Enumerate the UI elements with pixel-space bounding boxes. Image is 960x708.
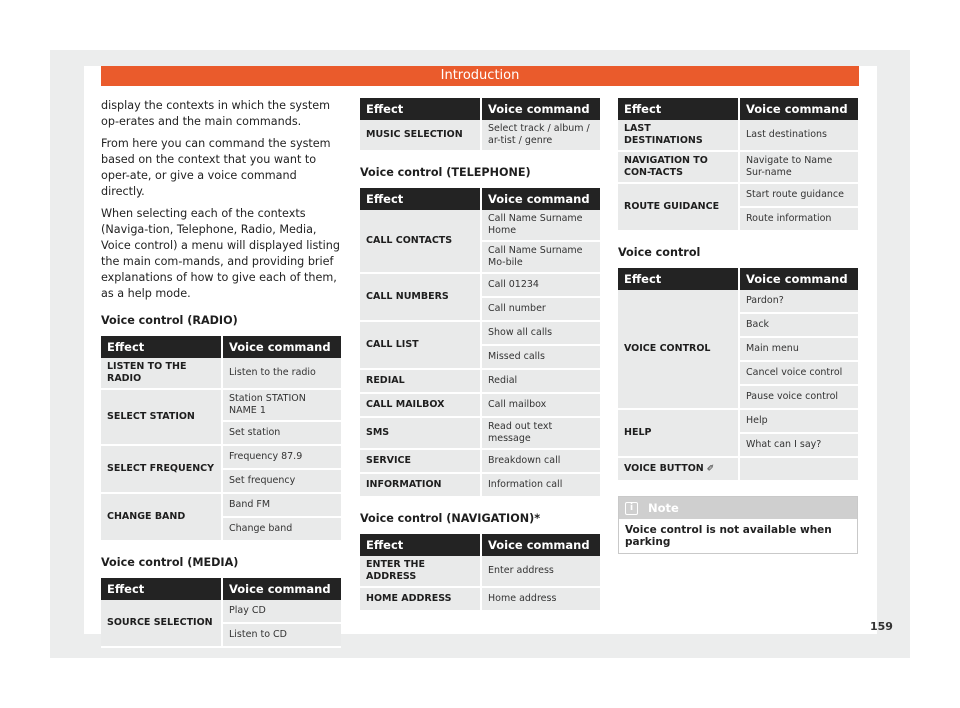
effect-cell [360, 321, 481, 369]
table-row [618, 120, 858, 151]
effect-cell [618, 151, 739, 183]
effect-cell [360, 369, 481, 393]
command-cell: Set frequency [222, 469, 341, 493]
command-table [618, 268, 858, 482]
effect-cell [618, 120, 739, 151]
table-row [360, 273, 600, 297]
column-middle [360, 98, 600, 626]
effect-label: REDIAL [366, 375, 405, 386]
command-table [618, 98, 858, 232]
effect-label: SOURCE SELECTION [107, 617, 213, 628]
table-navigation [360, 534, 600, 612]
header-voice-command: Voice command [481, 98, 600, 120]
effect-label: SELECT STATION [107, 411, 195, 422]
command-cell: Read out text message [481, 417, 600, 449]
info-icon: i [625, 502, 638, 515]
command-cell: Back [739, 313, 858, 337]
table-row [360, 473, 600, 497]
effect-cell [360, 587, 481, 611]
command-cell: Set station [222, 421, 341, 445]
table-row [360, 587, 600, 611]
effect-cell [618, 457, 739, 481]
effect-cell [360, 120, 481, 151]
effect-label: ENTER THE ADDRESS [366, 559, 425, 582]
command-cell: Pause voice control [739, 385, 858, 409]
effect-cell [360, 473, 481, 497]
effect-label: VOICE CONTROL [624, 343, 711, 354]
table-row [101, 445, 341, 469]
header-voice-command: Voice command [481, 188, 600, 210]
note-text: Voice control is not available when parking [625, 524, 832, 548]
effect-label: CALL NUMBERS [366, 291, 449, 302]
table-media [101, 578, 341, 648]
header-effect: Effect [101, 578, 222, 600]
effect-cell [618, 290, 739, 409]
table-row [360, 393, 600, 417]
header-effect: Effect [618, 98, 739, 120]
section-title-radio: Voice control (RADIO) [101, 314, 238, 327]
command-cell: Main menu [739, 337, 858, 361]
intro-paragraph: When selecting each of the contexts (Naviga-tion, Telephone, Radio, Media, Voice control) a menu will displayed listing the main com-mands, and providing brief explanations of how to give each of them, as a help mode. [101, 207, 340, 300]
effect-cell [360, 449, 481, 473]
effect-label: VOICE BUTTON [624, 463, 704, 474]
command-cell: Call 01234 [481, 273, 600, 297]
table-row [618, 183, 858, 207]
effect-label: LISTEN TO THE RADIO [107, 361, 187, 384]
effect-label: MUSIC SELECTION [366, 129, 463, 140]
intro-text [101, 98, 341, 302]
table-radio [101, 336, 341, 542]
header-voice-command: Voice command [222, 578, 341, 600]
effect-cell [360, 393, 481, 417]
header-voice-command: Voice command [739, 98, 858, 120]
command-cell [739, 457, 858, 481]
header-voice-command: Voice command [481, 534, 600, 556]
command-cell: Missed calls [481, 345, 600, 369]
header-voice-command: Voice command [222, 336, 341, 358]
table-row [101, 493, 341, 517]
header-effect: Effect [618, 268, 739, 290]
command-cell: Band FM [222, 493, 341, 517]
command-cell: Route information [739, 207, 858, 231]
table-voice-control [618, 268, 858, 482]
effect-label: INFORMATION [366, 479, 442, 490]
command-cell: Breakdown call [481, 449, 600, 473]
effect-label: HELP [624, 427, 652, 438]
effect-cell [101, 389, 222, 445]
command-cell: Listen to the radio [222, 358, 341, 389]
column-right [618, 98, 858, 554]
table-row [101, 358, 341, 389]
intro-paragraph: From here you can command the system based on the context that you want to oper-ate, or give a voice command directly. [101, 137, 331, 198]
table-row [618, 290, 858, 313]
table-navigation-continued [618, 98, 858, 232]
command-cell: Last destinations [739, 120, 858, 151]
header-effect: Effect [360, 98, 481, 120]
page-number: 159 [870, 620, 893, 633]
command-table [101, 336, 341, 542]
header-effect: Effect [360, 534, 481, 556]
table-row [101, 389, 341, 421]
table-row [618, 151, 858, 183]
effect-label: SMS [366, 427, 390, 438]
command-cell: Enter address [481, 556, 600, 587]
effect-cell [618, 409, 739, 457]
table-row [360, 449, 600, 473]
command-cell: Change band [222, 517, 341, 541]
effect-cell [360, 556, 481, 587]
microphone-icon: ✐ [706, 464, 715, 474]
note-heading [619, 497, 857, 519]
command-cell: Select track / album / ar-tist / genre [481, 120, 600, 151]
effect-label: CALL CONTACTS [366, 235, 453, 246]
header-effect: Effect [360, 188, 481, 210]
effect-cell [101, 445, 222, 493]
table-row [360, 369, 600, 393]
command-cell: Redial [481, 369, 600, 393]
table-row [360, 556, 600, 587]
command-cell: Cancel voice control [739, 361, 858, 385]
effect-label: CALL MAILBOX [366, 399, 445, 410]
effect-cell [360, 273, 481, 321]
table-row [360, 210, 600, 241]
effect-label: SERVICE [366, 455, 411, 466]
table-media-continued [360, 98, 600, 152]
section-title-voice-control: Voice control [618, 246, 701, 259]
intro-paragraph: display the contexts in which the system op-erates and the main commands. [101, 99, 331, 128]
header-voice-command: Voice command [739, 268, 858, 290]
table-row [618, 409, 858, 433]
table-row [360, 417, 600, 449]
command-cell: Show all calls [481, 321, 600, 345]
effect-label: CALL LIST [366, 339, 419, 350]
column-left [101, 98, 341, 662]
note-heading-label: Note [648, 501, 679, 515]
command-cell: Play CD [222, 600, 341, 623]
command-cell: Pardon? [739, 290, 858, 313]
effect-label: ROUTE GUIDANCE [624, 201, 720, 212]
command-cell: Call Name Surname Mo-bile [481, 241, 600, 273]
table-row [618, 457, 858, 481]
command-cell: Call mailbox [481, 393, 600, 417]
header-effect: Effect [101, 336, 222, 358]
command-cell: Help [739, 409, 858, 433]
command-cell: Start route guidance [739, 183, 858, 207]
effect-cell [101, 358, 222, 389]
command-cell: Navigate to Name Sur-name [739, 151, 858, 183]
command-table [101, 578, 341, 648]
command-cell: Information call [481, 473, 600, 497]
command-cell: Frequency 87.9 [222, 445, 341, 469]
command-cell: Listen to CD [222, 623, 341, 647]
effect-label: NAVIGATION TO CON-TACTS [624, 155, 708, 178]
table-row [101, 600, 341, 623]
command-cell: Call Name Surname Home [481, 210, 600, 241]
command-cell: What can I say? [739, 433, 858, 457]
effect-cell [360, 210, 481, 273]
effect-label: SELECT FREQUENCY [107, 463, 215, 474]
effect-cell [101, 600, 222, 647]
section-title-telephone: Voice control (TELEPHONE) [360, 166, 531, 179]
table-row [360, 120, 600, 151]
note-box [618, 496, 858, 554]
page-header: Introduction [101, 66, 859, 86]
effect-label: CHANGE BAND [107, 511, 186, 522]
effect-cell [360, 417, 481, 449]
effect-cell [618, 183, 739, 231]
command-table [360, 98, 600, 152]
command-cell: Station STATION NAME 1 [222, 389, 341, 421]
table-row [360, 321, 600, 345]
command-table [360, 534, 600, 612]
effect-cell [101, 493, 222, 541]
command-table [360, 188, 600, 498]
effect-label: HOME ADDRESS [366, 593, 452, 604]
command-cell: Home address [481, 587, 600, 611]
section-title-navigation: Voice control (NAVIGATION)* [360, 512, 541, 525]
section-title-media: Voice control (MEDIA) [101, 556, 239, 569]
effect-label: LAST DESTINATIONS [624, 123, 703, 146]
command-cell: Call number [481, 297, 600, 321]
table-telephone [360, 188, 600, 498]
